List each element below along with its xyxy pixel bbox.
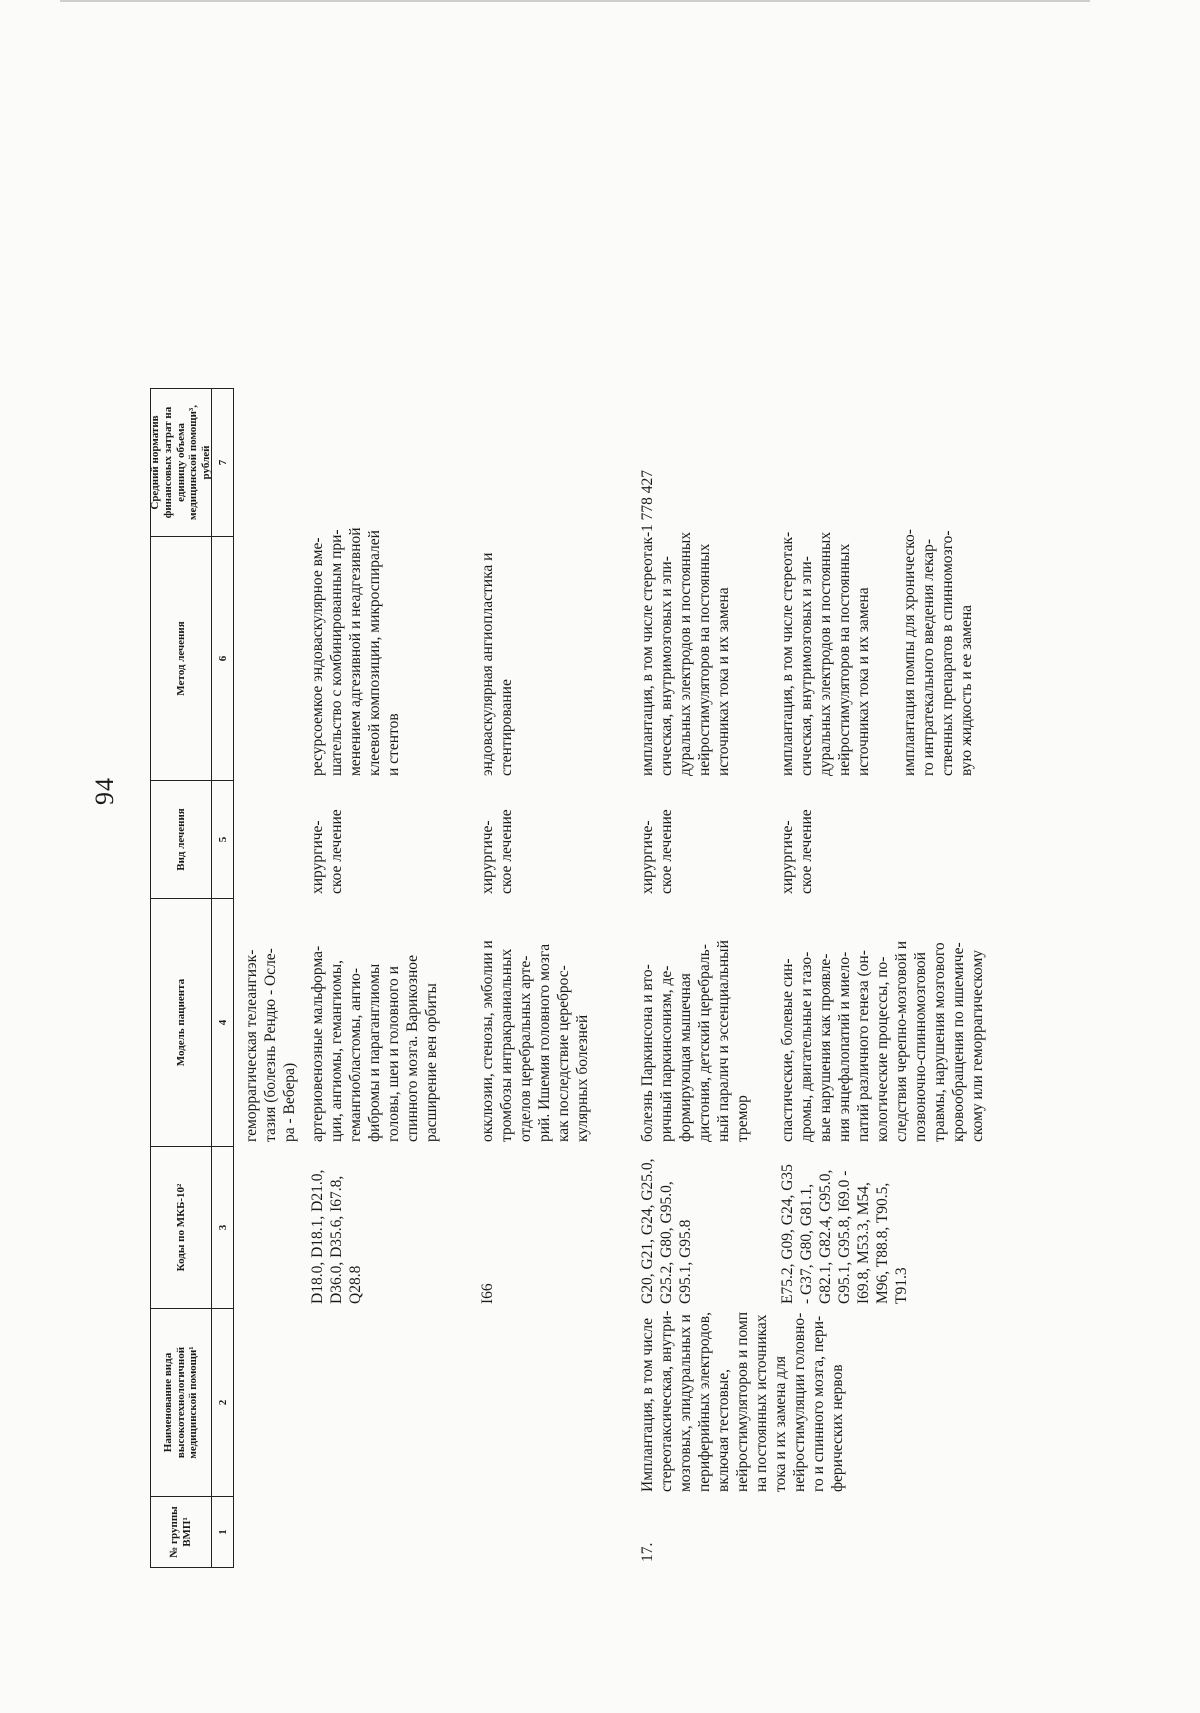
row2-patient-model: окклюзии, стенозы, эмболии и тромбозы интракраниальных отделов церебральных арте- рий. Ишемия головного мозга как последствие цереброс- кулярных болезней bbox=[479, 940, 591, 1142]
rotated-table-sheet bbox=[150, 108, 1110, 1568]
row3-group-number: 17. bbox=[639, 1542, 656, 1562]
row1-treatment-method: ресурсоемкое эндоваскулярное вме- шательство с комбинированным при- менением адгезивной и неадгезивной клеевой композиции, микроспиралей и стентов bbox=[309, 527, 402, 776]
header-group-no: № группы ВМП¹ bbox=[150, 1496, 212, 1568]
row1-treatment-type: хирургиче- ское лечение bbox=[309, 809, 345, 894]
column-number-3: 3 bbox=[212, 1146, 234, 1308]
row4-treatment-method-2: имплантация помпы для хроническо- го интратекального введения лекар- ственных препаратов в спинномозго- вую жидкость и ее замена bbox=[901, 529, 975, 776]
row2-treatment-method: эндоваскулярная ангиопластика и стентирование bbox=[479, 552, 515, 776]
header-avg-cost: Средний норматив финансовых затрат на единицу объема медицинской помощи³, рублей bbox=[150, 388, 212, 536]
header-treatment-type: Вид лечения bbox=[150, 780, 212, 898]
column-number-1: 1 bbox=[212, 1496, 234, 1568]
page-number: 94 bbox=[90, 777, 119, 805]
row2-icd-codes: I66 bbox=[479, 1283, 496, 1304]
header-icd-codes: Коды по МКБ-10² bbox=[150, 1146, 212, 1308]
row3-treatment-type: хирургиче- ское лечение bbox=[639, 809, 675, 894]
scan-top-edge bbox=[60, 0, 1090, 2]
row3-icd-codes: G20, G21, G24, G25.0, G25.2, G80, G95.0, G95.1, G95.8 bbox=[639, 1158, 694, 1304]
row3-treatment-method: имплантация, в том числе стереотак- сическая, внутримозговых и эпи- дуральных электродов и постоянных нейростимуляторов на постоянных источниках тока и их замена bbox=[639, 531, 732, 776]
continued-patient-model: геморрагическая телеангиэк- тазия (болезнь Рендю - Осле- ра - Вебера) bbox=[243, 948, 298, 1142]
table bbox=[150, 108, 1110, 1568]
row1-icd-codes: D18.0, D18.1, D21.0, D36.0, D35.6, I67.8, Q28.8 bbox=[309, 1169, 364, 1304]
column-number-7: 7 bbox=[212, 388, 234, 536]
row4-icd-codes: E75.2, G09, G24, G35 - G37, G80, G81.1, G82.1, G82.4, G95.0, G95.1, G95.8, I69.0 - I69.8, M53.3, M54, M96, T88.8, T90.5, T91.3 bbox=[779, 1164, 910, 1304]
row4-treatment-method: имплантация, в том числе стереотак- сическая, внутримозговых и эпи- дуральных электродов и постоянных нейростимуляторов на постоянных источниках тока и их замена bbox=[779, 531, 872, 776]
row3-avg-cost: 1 778 427 bbox=[639, 470, 656, 532]
row3-vmp-name: Имплантация, в том числе стереотаксическая, внутри- мозговых, эпидуральных и периферийных электродов, включая тестовые, нейростимуляторов и помп на постоянных источниках тока и их замена для нейростимуляции головно- го и спинного мозга, пери- ферических нервов bbox=[639, 1310, 846, 1492]
row3-patient-model: болезнь Паркинсона и вто- ричный паркинсонизм, де- формирующая мышечная дистония, детский церебраль- ный паралич и эссенциальный тремор bbox=[639, 940, 751, 1142]
header-patient-model: Модель пациента bbox=[150, 898, 212, 1146]
column-number-4: 4 bbox=[212, 898, 234, 1146]
header-vmp-name: Наименование вида высокотехнологичной медицинской помощи¹ bbox=[150, 1308, 212, 1496]
row2-treatment-type: хирургиче- ское лечение bbox=[479, 809, 515, 894]
row4-treatment-type: хирургиче- ское лечение bbox=[779, 809, 815, 894]
row4-patient-model: спастические, болевые син- дромы, двигательные и тазо- вые нарушения как проявле- ния энцефалопатий и миело- патий различного генеза (он- кологические процессы, по- следствия черепно-мозговой и позвоночно-спинномозговой травмы, нарушения мозгового кровообращения по ишемиче- скому или геморрагическому bbox=[779, 940, 986, 1142]
row1-patient-model: артериовенозные мальформа- ции, ангиомы, гемангиомы, гемангиобластомы, ангио- фибромы и параганглиомы головы, шеи и головного и спинного мозга. Варикозное расширение вен орбиты bbox=[309, 945, 440, 1142]
column-number-5: 5 bbox=[212, 780, 234, 898]
column-number-6: 6 bbox=[212, 536, 234, 780]
header-treatment-method: Метод лечения bbox=[150, 536, 212, 780]
column-number-2: 2 bbox=[212, 1308, 234, 1496]
